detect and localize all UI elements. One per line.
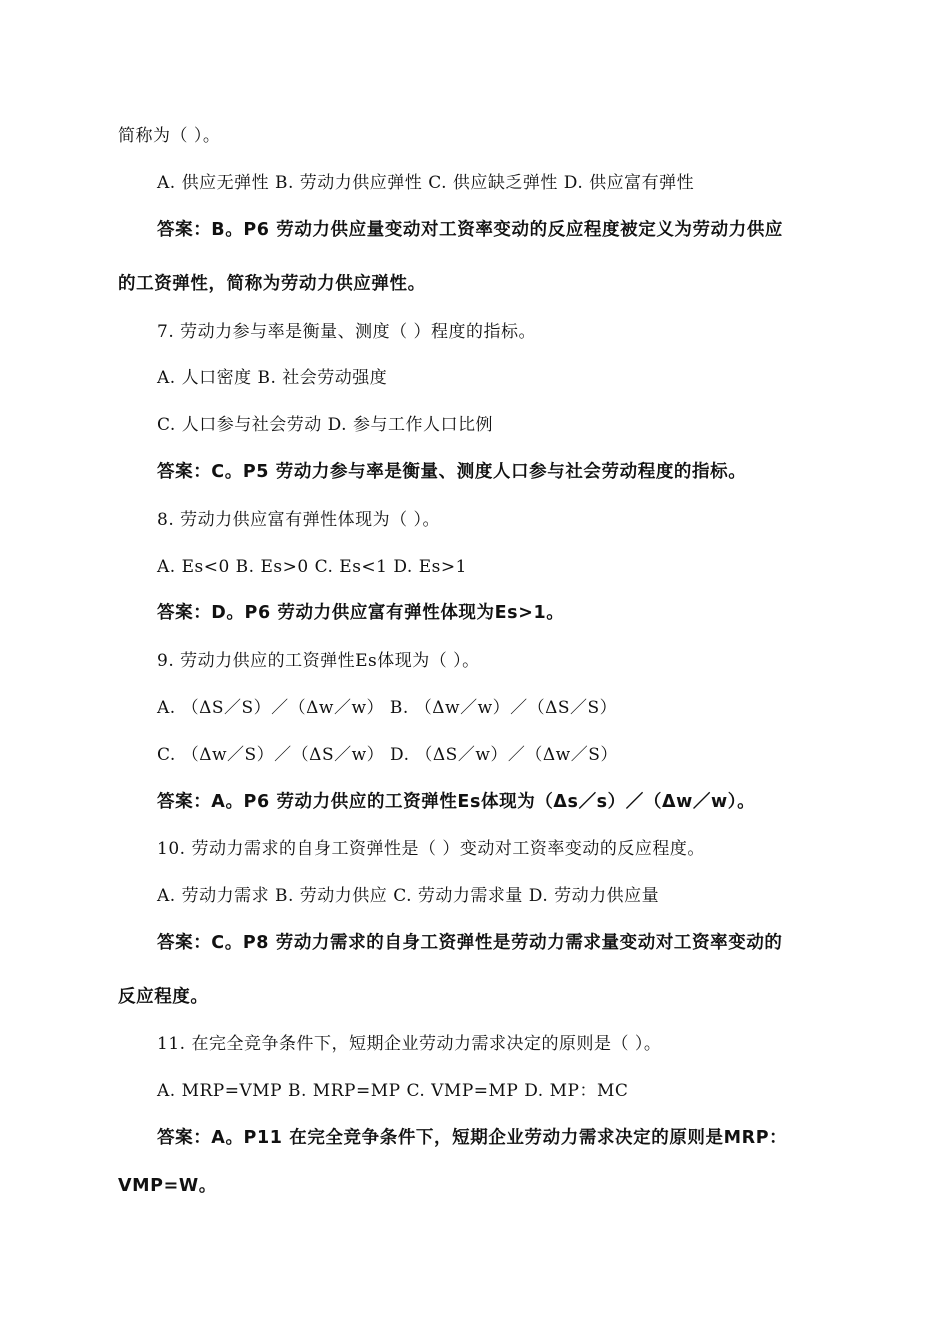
answer-line-continuation: 反应程度。 bbox=[118, 987, 209, 1007]
question-10: 10. 劳动力需求的自身工资弹性是（ ）变动对工资率变动的反应程度。 bbox=[157, 839, 705, 859]
options-line: A. 劳动力需求 B. 劳动力供应 C. 劳动力需求量 D. 劳动力供应量 bbox=[157, 886, 660, 906]
options-line: A. 人口密度 B. 社会劳动强度 bbox=[157, 368, 388, 388]
question-11: 11. 在完全竞争条件下，短期企业劳动力需求决定的原则是（ ）。 bbox=[157, 1034, 662, 1054]
answer-line-continuation: VMP=W。 bbox=[118, 1176, 217, 1196]
answer-line: 答案：B。P6 劳动力供应量变动对工资率变动的反应程度被定义为劳动力供应 bbox=[157, 220, 784, 240]
options-line: A. （ΔS／S）／（Δw／w） B. （Δw／w）／（ΔS／S） bbox=[157, 698, 618, 718]
options-line: C. （Δw／S）／（ΔS／w） D. （ΔS／w）／（Δw／S） bbox=[157, 745, 618, 765]
answer-line: 答案：C。P5 劳动力参与率是衡量、测度人口参与社会劳动程度的指标。 bbox=[157, 462, 747, 482]
options-line: A. 供应无弹性 B. 劳动力供应弹性 C. 供应缺乏弹性 D. 供应富有弹性 bbox=[157, 173, 695, 193]
question-8: 8. 劳动力供应富有弹性体现为（ ）。 bbox=[157, 510, 441, 530]
question-9: 9. 劳动力供应的工资弹性Es体现为（ ）。 bbox=[157, 651, 480, 671]
options-line: C. 人口参与社会劳动 D. 参与工作人口比例 bbox=[157, 415, 493, 435]
question-continuation: 简称为（ ）。 bbox=[118, 126, 221, 146]
options-line: A. MRP=VMP B. MRP=MP C. VMP=MP D. MP：MC bbox=[157, 1081, 629, 1101]
answer-line: 答案：D。P6 劳动力供应富有弹性体现为Es>1。 bbox=[157, 603, 565, 623]
answer-line: 答案：C。P8 劳动力需求的自身工资弹性是劳动力需求量变动对工资率变动的 bbox=[157, 933, 783, 953]
question-7: 7. 劳动力参与率是衡量、测度（ ）程度的指标。 bbox=[157, 322, 537, 342]
answer-line: 答案：A。P11 在完全竞争条件下，短期企业劳动力需求决定的原则是MRP： bbox=[157, 1128, 788, 1148]
answer-line: 答案：A。P6 劳动力供应的工资弹性Es体现为（Δs／s）／（Δw／w）。 bbox=[157, 792, 756, 812]
answer-line-continuation: 的工资弹性，简称为劳动力供应弹性。 bbox=[118, 274, 426, 294]
options-line: A. Es<0 B. Es>0 C. Es<1 D. Es>1 bbox=[157, 557, 467, 577]
